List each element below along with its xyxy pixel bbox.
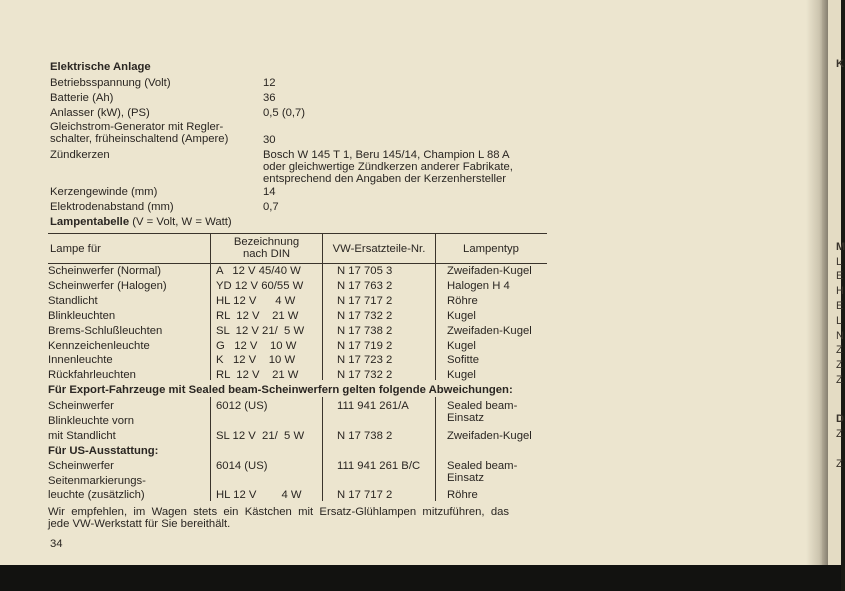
spec-value: 36 <box>263 92 276 104</box>
us-row-din: 6014 (US) <box>216 460 268 472</box>
spec-value: oder gleichwertige Zündkerzen anderer Fabrikate, <box>263 161 513 173</box>
page-fold-shadow <box>806 0 828 565</box>
spec-value: 0,5 (0,7) <box>263 107 306 119</box>
row-lamp: Kennzeichenleuchte <box>48 340 150 352</box>
row-din: HL 12 V 4 W <box>216 295 296 307</box>
row-type: Zweifaden-Kugel <box>447 325 532 337</box>
export-row-din: 6012 (US) <box>216 400 268 412</box>
edge-letter: Z <box>836 428 843 440</box>
row-lamp: Scheinwerfer (Halogen) <box>48 280 167 292</box>
us-row-part: 111 941 261 B/C <box>337 460 421 472</box>
edge-letter: E <box>836 270 844 282</box>
spec-value: 14 <box>263 186 276 198</box>
spec-value: entsprechend den Angaben der Kerzenhersteller <box>263 173 507 185</box>
export-heading: Für Export-Fahrzeuge mit Sealed beam-Scheinwerfern gelten folgende Abweichungen: <box>48 384 513 396</box>
row-din: RL 12 V 21 W <box>216 310 299 322</box>
row-din: YD 12 V 60/55 W <box>216 280 304 292</box>
export-row-part: 111 941 261/A <box>337 400 409 412</box>
spec-label: Anlasser (kW), (PS) <box>50 107 150 119</box>
row-type: Zweifaden-Kugel <box>447 265 532 277</box>
spec-value: 30 <box>263 134 276 146</box>
edge-letter: L <box>836 256 843 268</box>
spec-label: Zündkerzen <box>50 149 110 161</box>
export-row-lamp: mit Standlicht <box>48 430 116 442</box>
edge-letter: D <box>836 413 844 425</box>
header-type: Lampentyp <box>463 243 519 255</box>
row-lamp: Innenleuchte <box>48 354 113 366</box>
row-type: Kugel <box>447 369 476 381</box>
header-part: VW-Ersatzteile-Nr. <box>332 243 426 255</box>
header-din-line1: Bezeichnung <box>233 236 300 248</box>
edge-letter: Z <box>836 359 843 371</box>
export-row-type: Zweifaden-Kugel <box>447 430 532 442</box>
row-part: N 17 723 2 <box>337 354 393 366</box>
row-type: Röhre <box>447 295 478 307</box>
spec-label: Kerzengewinde (mm) <box>50 186 158 198</box>
row-lamp: Blinkleuchten <box>48 310 116 322</box>
us-row-part: N 17 717 2 <box>337 489 393 501</box>
export-row-type: Sealed beam- <box>447 400 518 412</box>
row-lamp: Brems-Schlußleuchten <box>48 325 163 337</box>
scan-background <box>0 565 841 591</box>
row-din: G 12 V 10 W <box>216 340 297 352</box>
row-type: Sofitte <box>447 354 480 366</box>
row-din: SL 12 V 21/ 5 W <box>216 325 305 337</box>
us-heading: Für US-Ausstattung: <box>48 445 159 457</box>
us-row-lamp: leuchte (zusätzlich) <box>48 489 145 501</box>
header-lamp: Lampe für <box>50 243 101 255</box>
spec-value: 12 <box>263 77 276 89</box>
edge-letter: M <box>836 241 845 253</box>
row-type: Halogen H 4 <box>447 280 510 292</box>
spec-value: Bosch W 145 T 1, Beru 145/14, Champion L 88 A <box>263 149 510 161</box>
edge-letter: L <box>836 315 843 327</box>
lamp-table-title-note: (V = Volt, W = Watt) <box>132 216 232 228</box>
us-row-type: Röhre <box>447 489 478 501</box>
column-divider <box>435 397 436 501</box>
us-row-lamp: Seitenmarkierungs- <box>48 475 146 487</box>
row-din: K 12 V 10 W <box>216 354 296 366</box>
spec-label: Gleichstrom-Generator mit Regler- <box>50 121 224 133</box>
row-lamp: Scheinwerfer (Normal) <box>48 265 161 277</box>
spec-value: 0,7 <box>263 201 279 213</box>
row-part: N 17 719 2 <box>337 340 393 352</box>
table-header-rule <box>48 263 547 264</box>
export-row-din: SL 12 V 21/ 5 W <box>216 430 305 442</box>
lamp-table-title <box>50 216 232 229</box>
table-top-rule <box>48 233 547 234</box>
section-title: Elektrische Anlage <box>50 61 151 73</box>
footer-note: jede VW-Werkstatt für Sie bereithält. <box>48 518 231 530</box>
edge-letter: K <box>836 58 844 70</box>
us-row-type: Sealed beam- <box>447 460 518 472</box>
us-row-din: HL 12 V 4 W <box>216 489 302 501</box>
row-type: Kugel <box>447 340 476 352</box>
row-part: N 17 732 2 <box>337 369 393 381</box>
export-row-lamp: Blinkleuchte vorn <box>48 415 135 427</box>
column-divider <box>322 397 323 501</box>
footer-note: Wir empfehlen, im Wagen stets ein Kästchen mit Ersatz-Glühlampen mitzuführen, das <box>48 506 510 518</box>
row-din: A 12 V 45/40 W <box>216 265 301 277</box>
column-divider <box>210 397 211 501</box>
edge-letter: Z <box>836 374 843 386</box>
edge-letter: N <box>836 330 844 342</box>
row-part: N 17 732 2 <box>337 310 393 322</box>
row-part: N 17 738 2 <box>337 325 393 337</box>
row-din: RL 12 V 21 W <box>216 369 299 381</box>
row-type: Kugel <box>447 310 476 322</box>
row-part: N 17 763 2 <box>337 280 393 292</box>
us-row-type: Einsatz <box>447 472 485 484</box>
export-row-lamp: Scheinwerfer <box>48 400 114 412</box>
edge-letter: Z <box>836 458 843 470</box>
edge-letter: Z <box>836 344 843 356</box>
row-lamp: Rückfahrleuchten <box>48 369 136 381</box>
row-lamp: Standlicht <box>48 295 98 307</box>
page-number: 34 <box>50 538 63 550</box>
edge-letter: E <box>836 300 844 312</box>
edge-letter: H <box>836 285 844 297</box>
spec-label: Batterie (Ah) <box>50 92 114 104</box>
export-row-part: N 17 738 2 <box>337 430 393 442</box>
header-din-line2: nach DIN <box>242 248 291 260</box>
row-part: N 17 705 3 <box>337 265 393 277</box>
lamp-table-title-text: Lampentabelle <box>50 216 130 228</box>
spec-label: Elektrodenabstand (mm) <box>50 201 174 213</box>
export-row-type: Einsatz <box>447 412 485 424</box>
us-row-lamp: Scheinwerfer <box>48 460 114 472</box>
spec-label: Betriebsspannung (Volt) <box>50 77 171 89</box>
row-part: N 17 717 2 <box>337 295 393 307</box>
spec-label: schalter, früheinschaltend (Ampere) <box>50 133 229 145</box>
